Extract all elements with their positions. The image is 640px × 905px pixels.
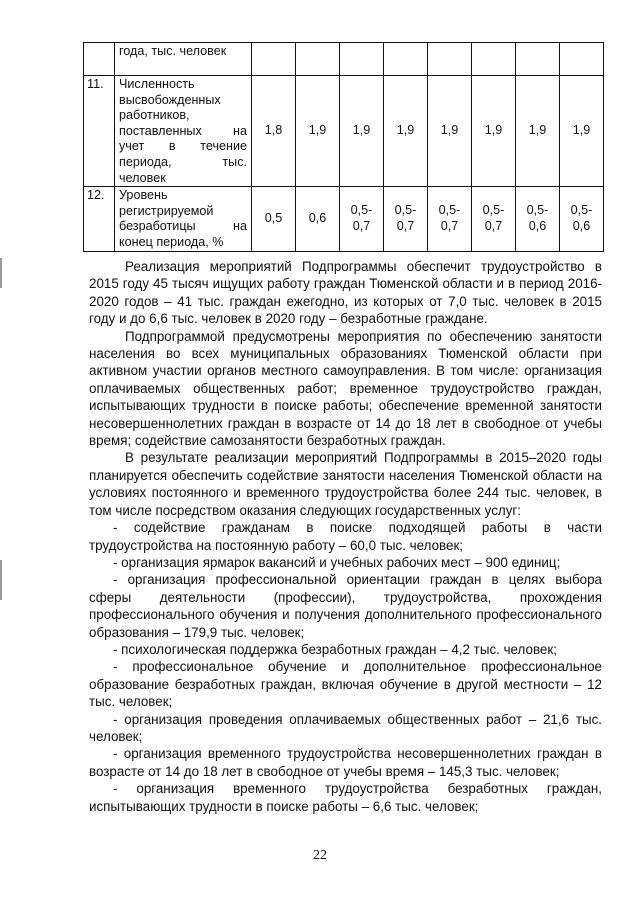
paragraph: Реализация мероприятий Подпрограммы обеспечит трудоустройство в 2015 году 45 тысяч ищущих работу граждан Тюменской области и в период 2016-2020 годов – 41 тыс. граждан ежегодно, из которых от 7,0 тыс. человек в 2015 году и до 6,6 тыс. человек в 2020 году – безработные граждане. [89, 259, 602, 327]
list-item: - организация временного трудоустройства несовершеннолетних граждан в возрасте от 14 до 18 лет в свободное от учебы время – 145,3 тыс. человек; [89, 746, 602, 779]
row-value: 0,5- 0,7 [340, 187, 384, 251]
table-row [84, 43, 604, 76]
body-text [89, 258, 602, 815]
row-value [428, 43, 472, 76]
row-value: 1,9 [516, 76, 560, 187]
row-number [84, 43, 115, 76]
table-row [84, 76, 604, 187]
paragraph: В результате реализации мероприятий Подпрограммы в 2015–2020 годы планируется обеспечить содействие занятости населения Тюменской области на условиях постоянного и временного трудоустройства более 244 тыс. человек, в том числе посредством оказания следующих государственных услуг: [89, 450, 602, 518]
scan-edge-mark [0, 258, 2, 288]
indicators-table [83, 42, 604, 252]
row-value [252, 43, 296, 76]
row-number: 12. [84, 187, 115, 251]
row-value: 0,6 [296, 187, 340, 251]
row-value: 0,5 [252, 187, 296, 251]
row-indicator-name: Численность высвобожденных работников, поставленных на учет в течение периода, тыс. человек [115, 76, 252, 187]
row-value: 0,5- 0,6 [516, 187, 560, 251]
list-item: - содействие гражданам в поиске подходящей работы в части трудоустройства на постоянную работу – 60,0 тыс. человек; [89, 520, 602, 553]
paragraph: Подпрограммой предусмотрены мероприятия по обеспечению занятости населения во всех муниципальных образованиях Тюменской области при активном участии органов местного самоуправления. В том числе: организация оплачиваемых общественных работ; временное трудоустройство граждан, испытывающих трудности в поиске работы; обеспечение временной занятости несовершеннолетних граждан в возрасте от 14 до 18 лет в свободное от учебы время; содействие самозанятости безработных граждан. [89, 328, 602, 449]
row-number: 11. [84, 76, 115, 187]
row-value: 1,9 [296, 76, 340, 187]
row-value: 1,9 [384, 76, 428, 187]
row-value: 1,8 [252, 76, 296, 187]
row-value [296, 43, 340, 76]
row-value: 1,9 [472, 76, 516, 187]
row-value: 0,5- 0,7 [384, 187, 428, 251]
row-value [384, 43, 428, 76]
row-value: 0,5- 0,7 [472, 187, 516, 251]
row-value [516, 43, 560, 76]
list-item: - организация профессиональной ориентации граждан в целях выбора сферы деятельности (профессии), трудоустройства, прохождения профессионального обучения и получения дополнительного профессионального образования – 179,9 тыс. человек; [89, 572, 602, 640]
list-item: - организация ярмарок вакансий и учебных рабочих мест – 900 единиц; [113, 554, 561, 570]
table-row [84, 187, 604, 251]
list-item: - организация проведения оплачиваемых общественных работ – 21,6 тыс. человек; [89, 711, 602, 744]
list-item: - психологическая поддержка безработных граждан – 4,2 тыс. человек; [113, 641, 557, 657]
page-number: 22 [313, 848, 327, 863]
row-value: 0,5- 0,6 [560, 187, 604, 251]
list-item: - профессиональное обучение и дополнительное профессиональное образование безработных граждан, включая обучение в другой местности – 12 тыс. человек; [89, 659, 602, 710]
scan-edge-mark [0, 560, 2, 600]
row-indicator-name: года, тыс. человек [115, 43, 252, 76]
row-value: 1,9 [428, 76, 472, 187]
list-item: - организация временного трудоустройства безработных граждан, испытывающих трудности в поиске работы – 6,6 тыс. человек; [89, 781, 602, 814]
row-indicator-name: Уровень регистрируемой безработицы на конец периода, % [115, 187, 252, 251]
row-value: 0,5- 0,7 [428, 187, 472, 251]
row-value: 1,9 [340, 76, 384, 187]
row-value [340, 43, 384, 76]
row-value [472, 43, 516, 76]
row-value: 1,9 [560, 76, 604, 187]
row-value [560, 43, 604, 76]
